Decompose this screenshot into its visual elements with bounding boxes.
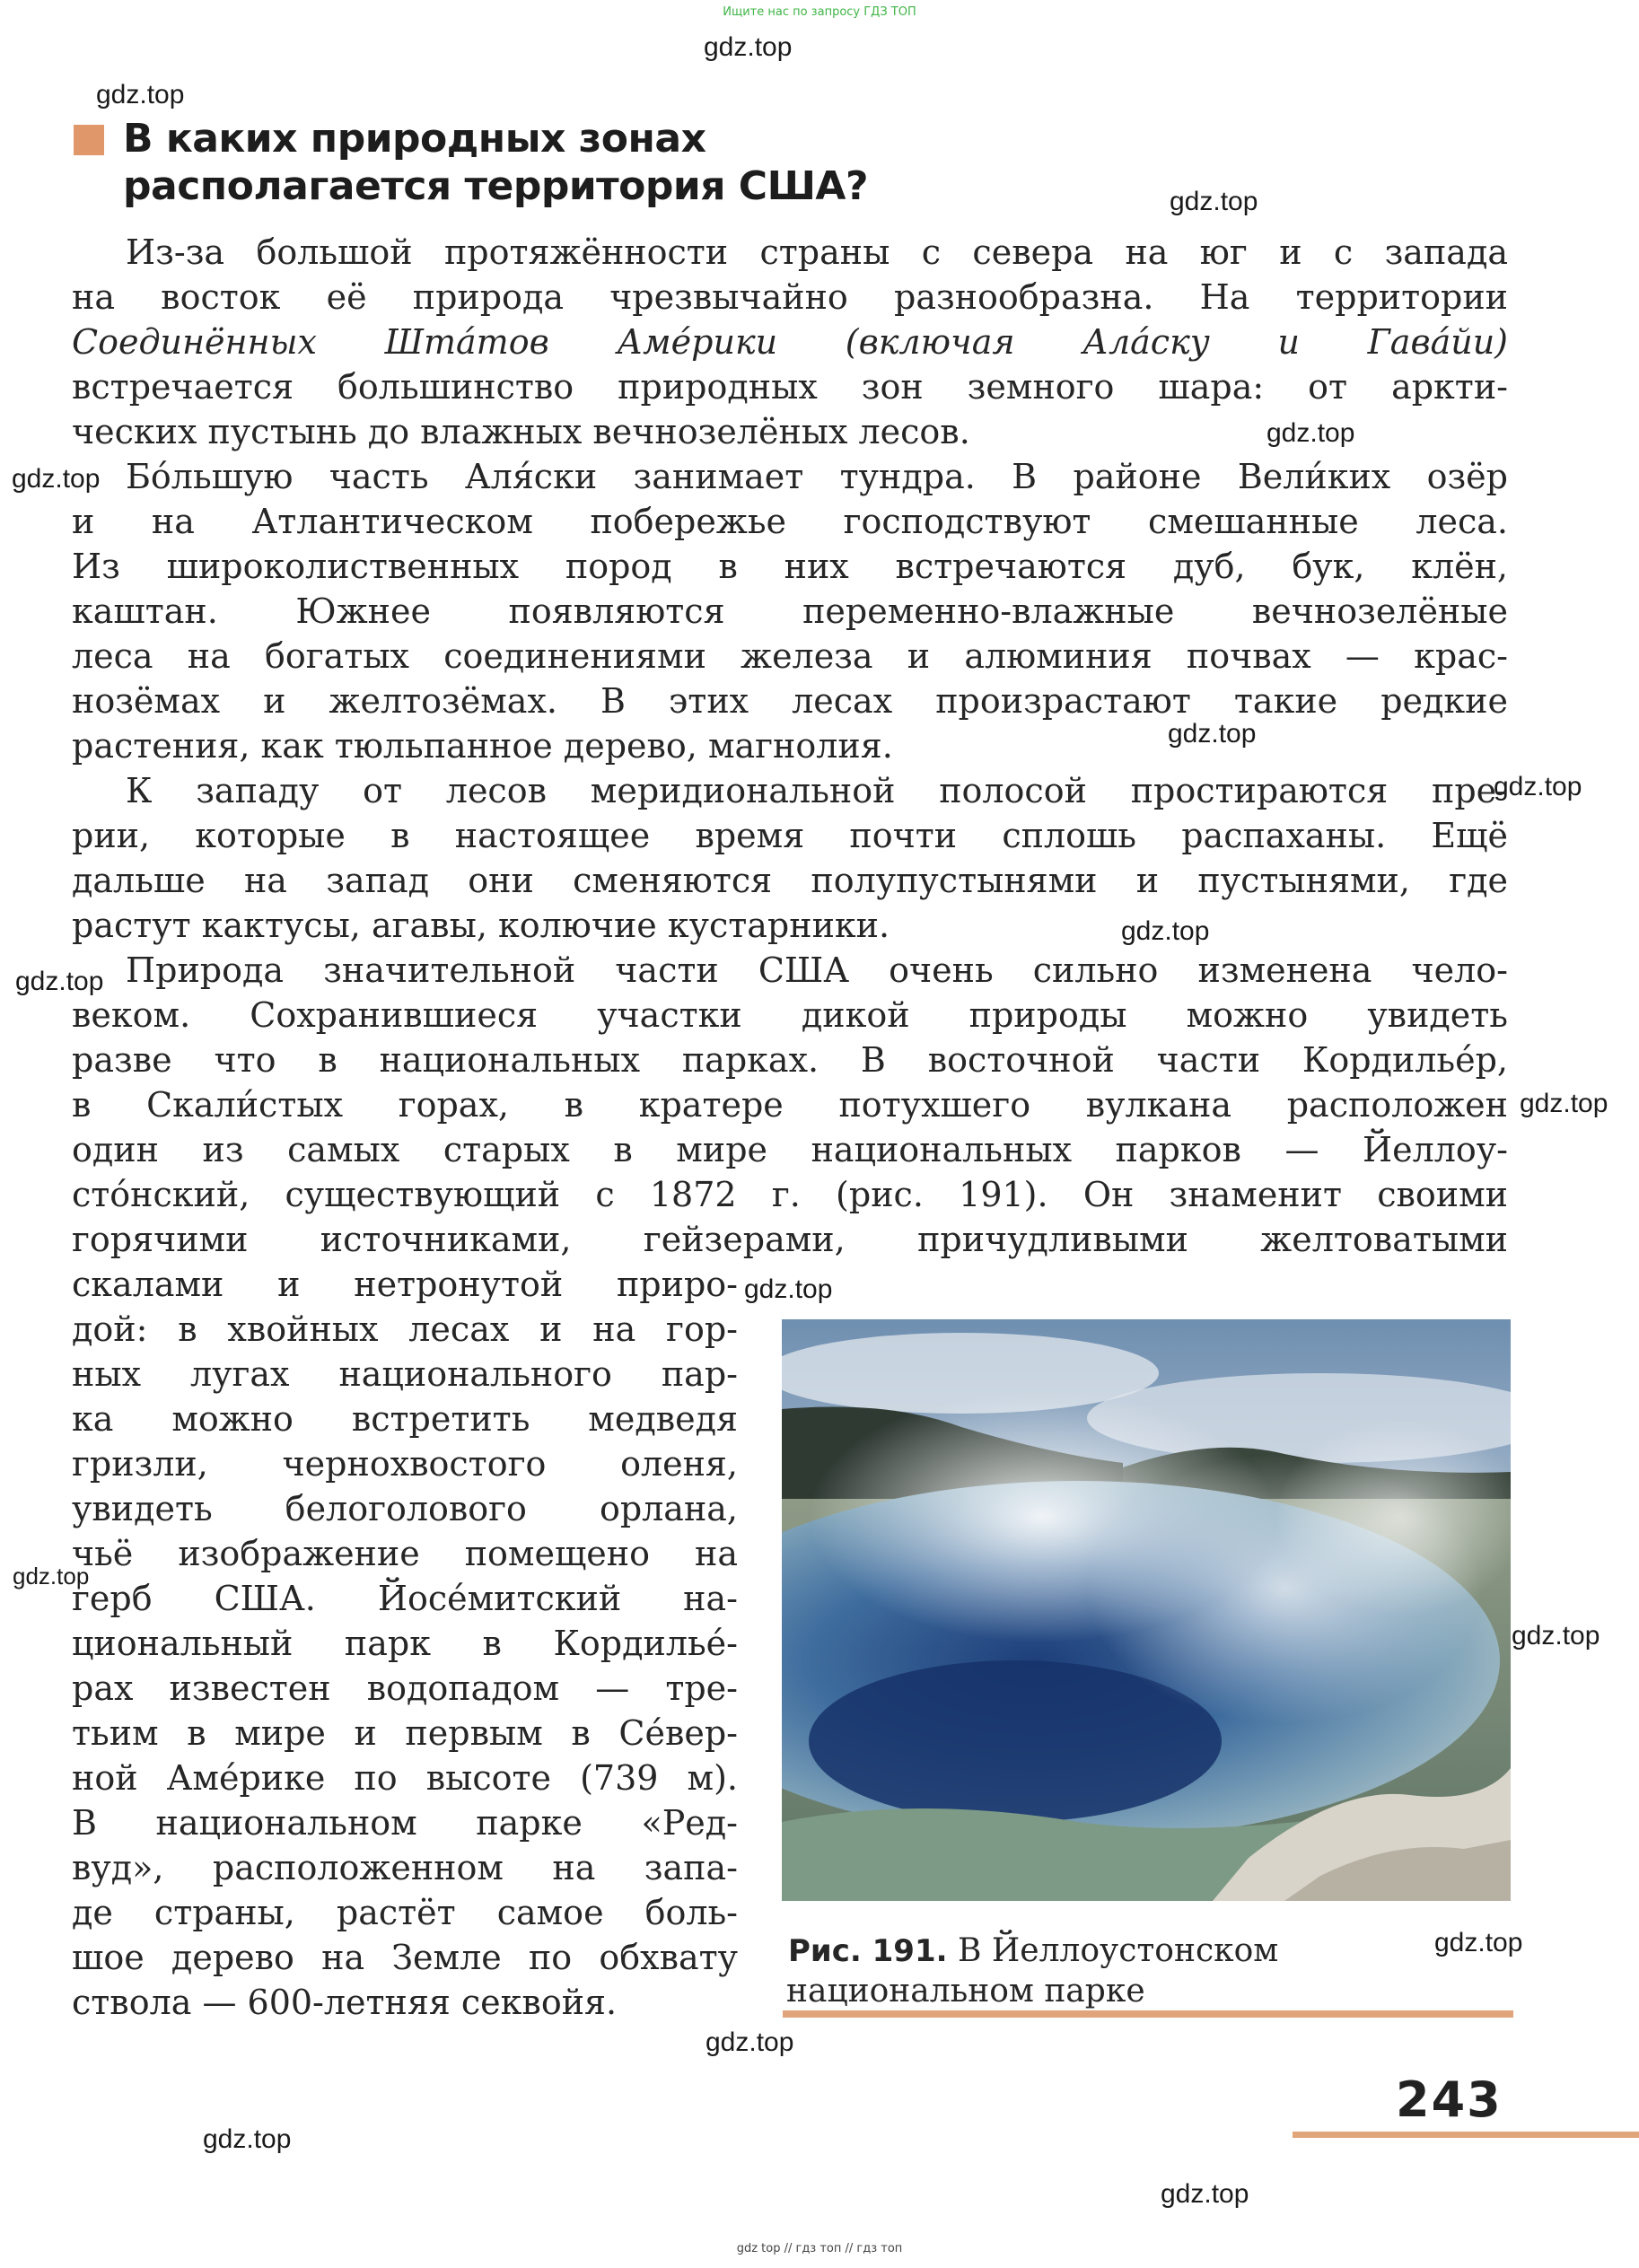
- watermark: gdz.top: [706, 2027, 794, 2057]
- watermark: gdz.top: [13, 1563, 90, 1589]
- text-line: де страны, растёт самое боль-: [72, 1893, 738, 1932]
- text-line: растения, как тюльпанное дерево, магнолия.: [72, 726, 893, 766]
- watermark: gdz.top: [96, 80, 185, 109]
- caption-rule: [783, 2010, 1513, 2018]
- text-line: стóнский, существующий с 1872 г. (рис. 191). Он знаменит своими: [72, 1175, 1508, 1214]
- text-line: каштан. Южнее появляются переменно-влажные вечнозелёные: [72, 591, 1508, 631]
- text-line: скалами и нетронутой приро-: [72, 1265, 738, 1304]
- top-banner: Ищите нас по запросу ГДЗ ТОП: [723, 5, 916, 19]
- watermark: gdz.top: [203, 2124, 292, 2154]
- text-line: дой: в хвойных лесах и на гор-: [72, 1309, 738, 1349]
- text-line: ствола — 600-летняя секвойя.: [72, 1983, 618, 2022]
- text-line: герб США. Йосéмитский на-: [72, 1579, 738, 1618]
- text-line: на восток её природа чрезвычайно разнообразна. На территории: [72, 277, 1508, 317]
- watermark: gdz.top: [1434, 1928, 1523, 1957]
- text-line: циональный парк в Кордильé-: [72, 1624, 738, 1663]
- text-line: ческих пустынь до влажных вечнозелёных лесов.: [72, 412, 970, 451]
- page-number: 243: [1396, 2071, 1503, 2128]
- watermark: gdz.top: [1168, 719, 1257, 749]
- text-line: Природа значительной части США очень сильно изменена чело-: [126, 950, 1508, 990]
- watermark: gdz.top: [1520, 1089, 1608, 1118]
- heading-marker: [74, 125, 104, 155]
- text-line: В национальном парке «Ред-: [72, 1803, 738, 1843]
- text-line: К западу от лесов меридиональной полосой простираются пре-: [126, 771, 1508, 810]
- yellowstone-photo: [782, 1319, 1511, 1901]
- text-line: вуд», расположенном на запа-: [72, 1848, 738, 1887]
- watermark: gdz.top: [15, 967, 104, 996]
- text-line: Из-за большой протяжённости страны с севера на юг и с запада: [126, 232, 1508, 272]
- watermark: gdz.top: [12, 464, 101, 494]
- watermark: gdz.top: [1266, 418, 1355, 448]
- watermark: gdz.top: [744, 1274, 833, 1304]
- text-line: чьё изображение помещено на: [72, 1534, 738, 1573]
- text-line: ных лугах национального пар-: [72, 1354, 738, 1394]
- watermark: gdz.top: [1161, 2179, 1249, 2209]
- heading-line: В каких природных зонах: [123, 116, 706, 162]
- watermark: gdz.top: [1494, 772, 1582, 801]
- page-rule: [1293, 2132, 1639, 2138]
- text-line: Бóльшую часть Аля́ски занимает тундра. В районе Вели́ких озёр: [126, 457, 1508, 496]
- text-line: горячими источниками, гейзерами, причудливыми желтоватыми: [72, 1220, 1508, 1259]
- text-line: в Скали́стых горах, в кратере потухшего вулкана расположен: [72, 1085, 1508, 1125]
- text-line: ной Амéрике по высоте (739 м).: [72, 1758, 738, 1798]
- text-line: и на Атлантическом побережье господствуют смешанные леса.: [72, 502, 1508, 541]
- text-line: рах известен водопадом — тре-: [72, 1668, 738, 1708]
- text-line: увидеть белоголового орлана,: [72, 1489, 738, 1528]
- text-line: рии, которые в настоящее время почти сплошь распаханы. Ещё: [72, 816, 1508, 855]
- text-line: шое дерево на Земле по обхвату: [72, 1938, 738, 1977]
- text-line: растут кактусы, агавы, колючие кустарники.: [72, 906, 890, 945]
- text-line: встречается большинство природных зон земного шара: от аркти-: [72, 367, 1508, 407]
- watermark: gdz.top: [704, 32, 793, 62]
- text-line: дальше на запад они сменяются полупустынями и пустынями, где: [72, 861, 1508, 900]
- figure-caption: [788, 1930, 1506, 1973]
- watermark: gdz.top: [1170, 187, 1258, 216]
- text-line: Соединённых Штáтов Амéрики (включая Алáску и Гавáйи): [72, 322, 1508, 362]
- watermark: gdz.top: [1512, 1621, 1600, 1651]
- text-line: один из самых старых в мире национальных парков — Йеллоу-: [72, 1130, 1508, 1169]
- caption-line: национальном парке: [786, 1973, 1145, 2010]
- heading-line: располагается территория США?: [123, 163, 869, 209]
- text-line: разве что в национальных парках. В восточной части Кордильéр,: [72, 1040, 1508, 1080]
- section-heading: [123, 115, 1021, 210]
- text-line: нозёмах и желтозёмах. В этих лесах произрастают такие редкие: [72, 681, 1508, 721]
- caption-line: В Йеллоустонском: [958, 1932, 1279, 1969]
- text-line: гризли, чернохвостого оленя,: [72, 1444, 738, 1484]
- figure-label: Рис. 191.: [788, 1933, 948, 1969]
- bottom-banner: gdz top // гдз топ // гдз топ: [736, 2242, 903, 2255]
- text-line: веком. Сохранившиеся участки дикой природы можно увидеть: [72, 995, 1508, 1035]
- text-line: тьим в мире и первым в Сéвер-: [72, 1713, 738, 1753]
- text-line: леса на богатых соединениями железа и алюминия почвах — крас-: [72, 636, 1508, 676]
- watermark: gdz.top: [1121, 916, 1210, 946]
- text-line: ка можно встретить медведя: [72, 1399, 738, 1439]
- text-line: Из широколиственных пород в них встречаются дуб, бук, клён,: [72, 547, 1508, 586]
